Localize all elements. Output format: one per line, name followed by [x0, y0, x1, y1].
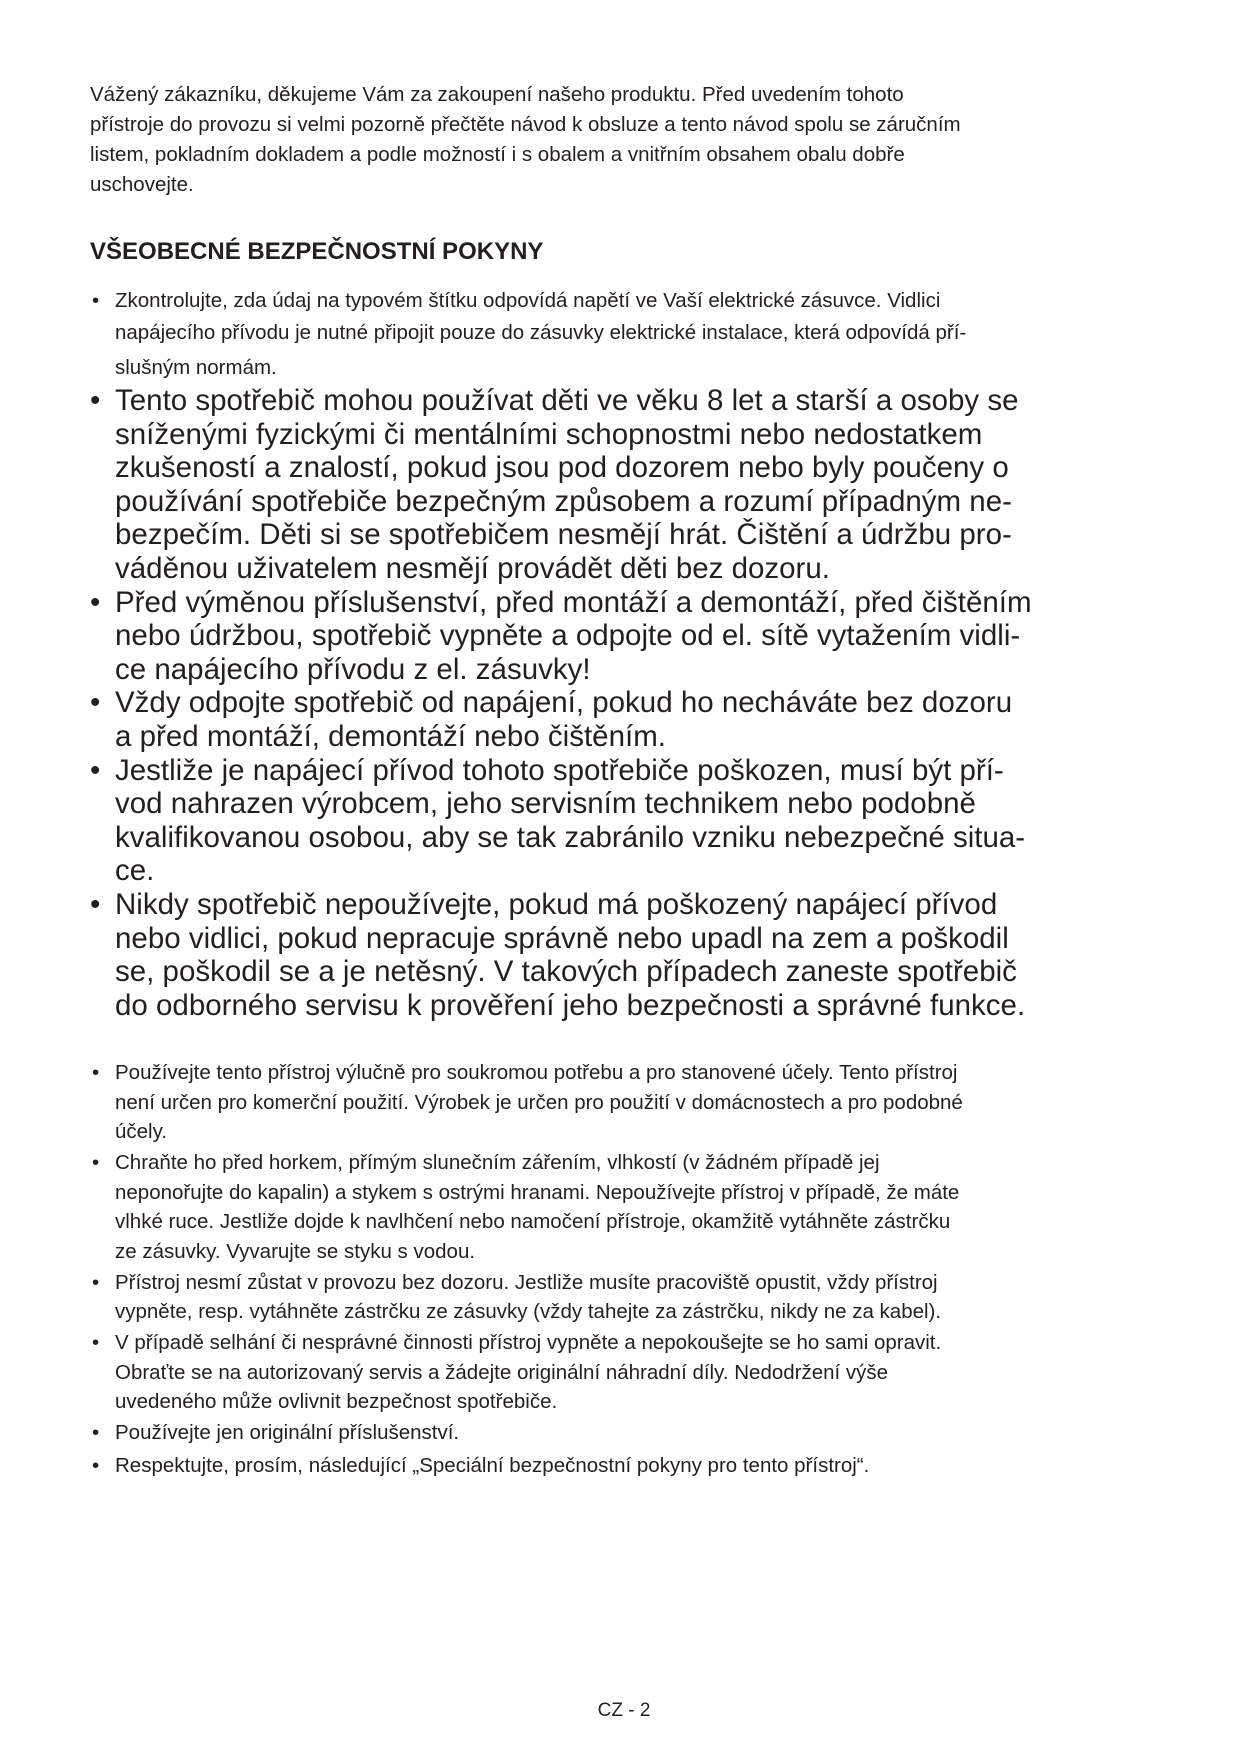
list-item-line: Nikdy spotřebič nepoužívejte, pokud má poškozený napájecí přívod	[115, 887, 998, 921]
list-item-line: Obraťte se na autorizovaný servis a žádejte originální náhradní díly. Nedodržení výše	[115, 1360, 889, 1384]
safety-list-large	[90, 384, 1032, 1022]
list-item-line: bezpečím. Děti si se spotřebičem nesmějí hrát. Čištění a údržbu pro-	[115, 518, 1012, 552]
list-item-line: do odborného servisu k prověření jeho bezpečnosti a správné funkce.	[115, 988, 1026, 1022]
list-item-line: V případě selhání či nesprávné činnosti přístroj vypněte a nepokoušejte se ho sami opravit.	[115, 1331, 942, 1354]
list-item-line: vlhké ruce. Jestliže dojde k navlhčení nebo namočení přístroje, okamžitě vytáhněte zástrčku	[115, 1210, 951, 1233]
list-item-line: zkušeností a znalostí, pokud jsou pod dozorem nebo byly poučeny o	[115, 451, 1009, 485]
intro-paragraph	[90, 80, 961, 200]
list-item	[90, 586, 1032, 687]
bullet-icon: •	[92, 1151, 100, 1174]
list-item-line: vypněte, resp. vytáhněte zástrčku ze zásuvky (vždy tahejte za zástrčku, nikdy ne za kabel).	[115, 1300, 942, 1323]
list-item-line: slušným normám.	[115, 356, 277, 379]
list-item-line: účely.	[115, 1120, 168, 1143]
list-item-line: Jestliže je napájecí přívod tohoto spotřebiče poškozen, musí být pří-	[115, 753, 1004, 787]
page-number: CZ - 2	[597, 1700, 651, 1721]
list-item-line: Zkontrolujte, zda údaj na typovém štítku odpovídá napětí ve Vaší elektrické zásuvce. Vidlici	[115, 289, 941, 312]
section-heading: VŠEOBECNÉ BEZPEČNOSTNÍ POKYNY	[90, 238, 544, 265]
list-item-line: není určen pro komerční použití. Výrobek je určen pro použití v domácnostech a pro podobné	[115, 1090, 963, 1114]
list-item-line: sníženými fyzickými či mentálními schopnostmi nebo nedostatkem	[115, 417, 983, 451]
list-item-line: Chraňte ho před horkem, přímým slunečním zářením, vlhkostí (v žádném případě jej	[115, 1151, 880, 1174]
list-item-line: kvalifikovanou osobou, aby se tak zabránilo vzniku nebezpečné situa-	[115, 820, 1026, 854]
bullet-icon: •	[90, 585, 101, 619]
list-item-line: používání spotřebiče bezpečným způsobem a rozumí případným ne-	[115, 484, 1012, 518]
list-item	[90, 1268, 963, 1327]
list-item-line: a před montáží, demontáží nebo čištěním.	[115, 719, 666, 753]
safety-list-small	[90, 1058, 963, 1482]
bullet-icon: •	[92, 1270, 100, 1294]
list-item	[90, 384, 1032, 586]
list-item-line: Respektujte, prosím, následující „Speciální bezpečnostní pokyny pro tento přístroj“.	[115, 1453, 870, 1477]
bullet-icon: •	[92, 1331, 100, 1354]
list-item	[90, 1148, 963, 1266]
list-item	[90, 1058, 963, 1147]
bullet-icon: •	[90, 887, 101, 921]
list-item	[90, 686, 1032, 753]
list-item-line: váděnou uživatelem nesmějí provádět děti bez dozoru.	[115, 551, 830, 585]
list-item-line: Vždy odpojte spotřebič od napájení, pokud ho necháváte bez dozoru	[115, 686, 1013, 720]
list-item	[90, 754, 1032, 888]
intro-line: uschovejte.	[90, 173, 194, 196]
list-item-line: ce napájecího přívodu z el. zásuvky!	[115, 652, 591, 686]
list-item-line: Přístroj nesmí zůstat v provozu bez dozoru. Jestliže musíte pracoviště opustit, vždy přístroj	[115, 1270, 938, 1294]
list-item-line: Tento spotřebič mohou používat děti ve věku 8 let a starší a osoby se	[115, 384, 1019, 417]
intro-line: přístroje do provozu si velmi pozorně přečtěte návod k obsluze a tento návod spolu se záručním	[90, 113, 961, 136]
bullet-icon: •	[92, 1421, 100, 1444]
list-item-line: nebo údržbou, spotřebič vypněte a odpojte od el. sítě vytažením vidli-	[115, 619, 1021, 653]
safety-list-intro	[90, 285, 966, 384]
list-item-line: se, poškodil se a je netěsný. V takových případech zaneste spotřebič	[115, 955, 1017, 989]
list-item	[90, 285, 966, 384]
list-item-line: uvedeného může ovlivnit bezpečnost spotřebiče.	[115, 1390, 558, 1413]
bullet-icon: •	[92, 1061, 100, 1084]
list-item-line: neponořujte do kapalin) a stykem s ostrými hranami. Nepoužívejte přístroj v případě, že máte	[115, 1180, 960, 1204]
list-item	[90, 888, 1032, 1022]
list-item-line: Používejte tento přístroj výlučně pro soukromou potřebu a pro stanovené účely. Tento přístroj	[115, 1061, 958, 1084]
list-item-line: ce.	[115, 854, 155, 888]
bullet-icon: •	[92, 1453, 100, 1477]
bullet-icon: •	[92, 289, 100, 312]
list-item	[90, 1418, 963, 1448]
bullet-icon: •	[90, 384, 101, 417]
bullet-icon: •	[90, 753, 101, 787]
list-item-line: Před výměnou příslušenství, před montáží a demontáží, před čištěním	[115, 585, 1032, 619]
intro-line: Vážený zákazníku, děkujeme Vám za zakoupení našeho produktu. Před uvedením tohoto	[90, 83, 904, 106]
bullet-icon: •	[90, 686, 101, 720]
list-item	[90, 1451, 963, 1481]
list-item	[90, 1328, 963, 1417]
intro-line: listem, pokladním dokladem a podle možností i s obalem a vnitřním obsahem obalu dobře	[90, 143, 905, 166]
list-item-line: Používejte jen originální příslušenství.	[115, 1421, 460, 1444]
list-item-line: vod nahrazen výrobcem, jeho servisním technikem nebo podobně	[115, 787, 976, 821]
list-item-line: ze zásuvky. Vyvarujte se styku s vodou.	[115, 1239, 476, 1263]
list-item-line: napájecího přívodu je nutné připojit pouze do zásuvky elektrické instalace, která odpovídá pří-	[115, 321, 967, 344]
list-item-line: nebo vidlici, pokud nepracuje správně nebo upadl na zem a poškodil	[115, 921, 1009, 955]
